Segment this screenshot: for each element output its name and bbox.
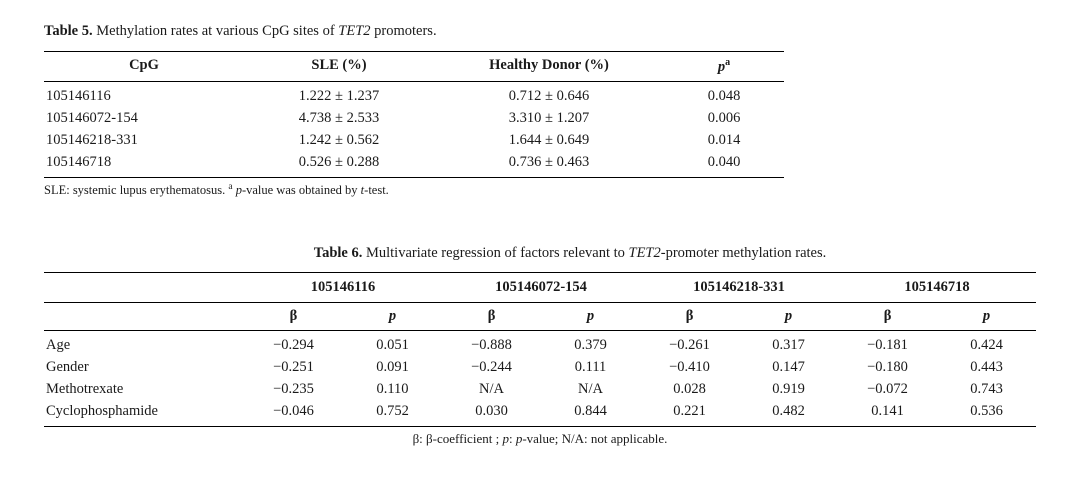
table5-cell-sle: 1.222 ± 1.237 xyxy=(298,88,380,105)
table6-footnote-a: β: β-coefficient ; xyxy=(412,430,503,446)
table6-footnote-p: p xyxy=(502,430,509,446)
table5-cell-p: 0.040 xyxy=(664,152,784,178)
table6-footnote-p2: p xyxy=(515,430,523,446)
table6-cell: 0.743 xyxy=(970,380,1003,397)
table6-row-label: Age xyxy=(46,336,71,353)
table-row xyxy=(44,108,784,130)
table6-caption-gene: TET2 xyxy=(628,244,661,261)
table5-caption-gene: TET2 xyxy=(338,23,371,39)
table6-cell: −0.294 xyxy=(273,336,314,353)
table5-header-p-symbol: p xyxy=(717,58,726,75)
table6-group-header-4: 105146718 xyxy=(838,272,1036,302)
table5-footnote xyxy=(44,178,784,198)
table5-header-p-superscript: a xyxy=(725,56,731,68)
table-row xyxy=(44,330,1036,356)
table6-sub-header-p-3: p xyxy=(739,302,838,330)
table-row xyxy=(44,152,784,178)
table5-cell-healthy: 1.644 ± 0.649 xyxy=(508,132,590,149)
table6-cell: −0.244 xyxy=(471,358,512,375)
table6-sub-header-beta-3: β xyxy=(640,302,739,330)
table5-footnote-mid: -value was obtained by xyxy=(241,183,361,198)
table-row xyxy=(44,82,784,108)
table6-cell: −0.046 xyxy=(244,400,343,426)
table6-row-label: Gender xyxy=(46,358,89,375)
table5-caption-pre: Methylation rates at various CpG sites of xyxy=(92,23,339,39)
table6-sub-header-p-4: p xyxy=(937,302,1036,330)
table6-cell: 0.110 xyxy=(376,380,409,397)
table-row xyxy=(44,130,784,152)
table6-caption-label: Table 6. xyxy=(313,244,363,261)
table5-cell-cpg: 105146718 xyxy=(44,152,244,178)
table5-header-p xyxy=(664,51,784,82)
table6-cell: 0.919 xyxy=(772,380,805,397)
table-row xyxy=(44,400,1036,426)
table6 xyxy=(44,272,1036,427)
table6-cell: −0.251 xyxy=(273,358,314,375)
table6-cell: 0.317 xyxy=(772,336,805,353)
table6-cell: 0.752 xyxy=(343,400,442,426)
table6-cell: 0.091 xyxy=(376,358,409,375)
table6-group-header-row xyxy=(44,272,1036,302)
table5-cell-sle: 0.526 ± 0.288 xyxy=(244,152,434,178)
table5-cell-p: 0.014 xyxy=(707,132,741,149)
table6-cell: N/A xyxy=(479,380,504,397)
table6-footnote xyxy=(44,427,1036,447)
table6-cell: 0.379 xyxy=(574,336,607,353)
table6-cell: −0.180 xyxy=(867,358,908,375)
table5-header-row xyxy=(44,51,784,82)
table6-footnote-b: : xyxy=(508,430,516,446)
table5-footnote-pre: SLE: systemic lupus erythematosus. xyxy=(44,183,229,198)
table6-cell: −0.072 xyxy=(867,380,908,397)
table6-group-header-blank xyxy=(44,272,244,302)
table6-row-label: Methotrexate xyxy=(46,380,124,397)
table5-cell-cpg: 105146072-154 xyxy=(46,110,138,127)
table5-footnote-p: p xyxy=(232,183,242,198)
table5-caption-post: promoters. xyxy=(370,23,437,39)
table5-cell-cpg: 105146218-331 xyxy=(46,132,138,149)
table6-cell: 0.111 xyxy=(574,358,607,375)
table6-cell: N/A xyxy=(578,380,603,397)
table5-caption-label: Table 5. xyxy=(44,23,93,39)
table6-sub-header-p-2: p xyxy=(541,302,640,330)
table6-sub-header-beta-4: β xyxy=(838,302,937,330)
table6-cell: −0.888 xyxy=(471,336,512,353)
table6-cell: 0.141 xyxy=(838,400,937,426)
table6-group-header-2: 105146072-154 xyxy=(442,272,640,302)
table6-cell: 0.221 xyxy=(640,400,739,426)
table6-row-label: Cyclophosphamide xyxy=(44,400,244,426)
table5-header-cpg: CpG xyxy=(44,51,244,82)
table5-cell-p: 0.006 xyxy=(707,110,741,127)
table5-cell-healthy: 3.310 ± 1.207 xyxy=(508,110,590,127)
table6-cell: 0.443 xyxy=(970,358,1003,375)
table6-cell: 0.051 xyxy=(376,336,409,353)
table6-cell: 0.536 xyxy=(937,400,1036,426)
table6-cell: 0.482 xyxy=(739,400,838,426)
table6-sub-header-p-1: p xyxy=(343,302,442,330)
table5-cell-sle: 4.738 ± 2.533 xyxy=(298,110,380,127)
table5-cell-cpg: 105146116 xyxy=(46,88,111,105)
table5-header-sle: SLE (%) xyxy=(244,51,434,82)
table6-group-header-3: 105146218-331 xyxy=(640,272,838,302)
table6-cell: 0.028 xyxy=(673,380,706,397)
table5 xyxy=(44,51,784,179)
table6-sub-header-beta-1: β xyxy=(244,302,343,330)
table5-footnote-end: -test. xyxy=(364,183,389,198)
table6-cell: −0.261 xyxy=(669,336,710,353)
table6-cell: 0.424 xyxy=(970,336,1003,353)
table6-cell: 0.030 xyxy=(442,400,541,426)
table5-cell-healthy: 0.736 ± 0.463 xyxy=(434,152,664,178)
table6-sub-header-row xyxy=(44,302,1036,330)
table6-section xyxy=(44,245,1036,447)
table6-caption-pre: Multivariate regression of factors relevant to xyxy=(362,244,629,261)
table5-footnote-superscript: a xyxy=(228,182,233,193)
table5-header-healthy: Healthy Donor (%) xyxy=(434,51,664,82)
table6-group-header-1: 105146116 xyxy=(244,272,442,302)
table6-caption xyxy=(44,245,1036,262)
table5-footnote-t: t xyxy=(360,183,365,198)
table6-cell: −0.410 xyxy=(669,358,710,375)
table6-caption-post: -promoter methylation rates. xyxy=(660,244,827,261)
table6-sub-header-beta-2: β xyxy=(442,302,541,330)
table6-sub-header-blank xyxy=(44,302,244,330)
table6-cell: 0.844 xyxy=(541,400,640,426)
table-row xyxy=(44,356,1036,378)
table6-cell: 0.147 xyxy=(772,358,805,375)
table6-cell: −0.181 xyxy=(867,336,908,353)
table5-cell-sle: 1.242 ± 0.562 xyxy=(298,132,380,149)
table5-cell-healthy: 0.712 ± 0.646 xyxy=(508,88,590,105)
table5-caption xyxy=(44,22,1036,42)
table6-cell: −0.235 xyxy=(273,380,314,397)
table6-footnote-c: -value; N/A: not applicable. xyxy=(522,430,668,446)
table-row xyxy=(44,378,1036,400)
table5-cell-p: 0.048 xyxy=(707,88,741,105)
